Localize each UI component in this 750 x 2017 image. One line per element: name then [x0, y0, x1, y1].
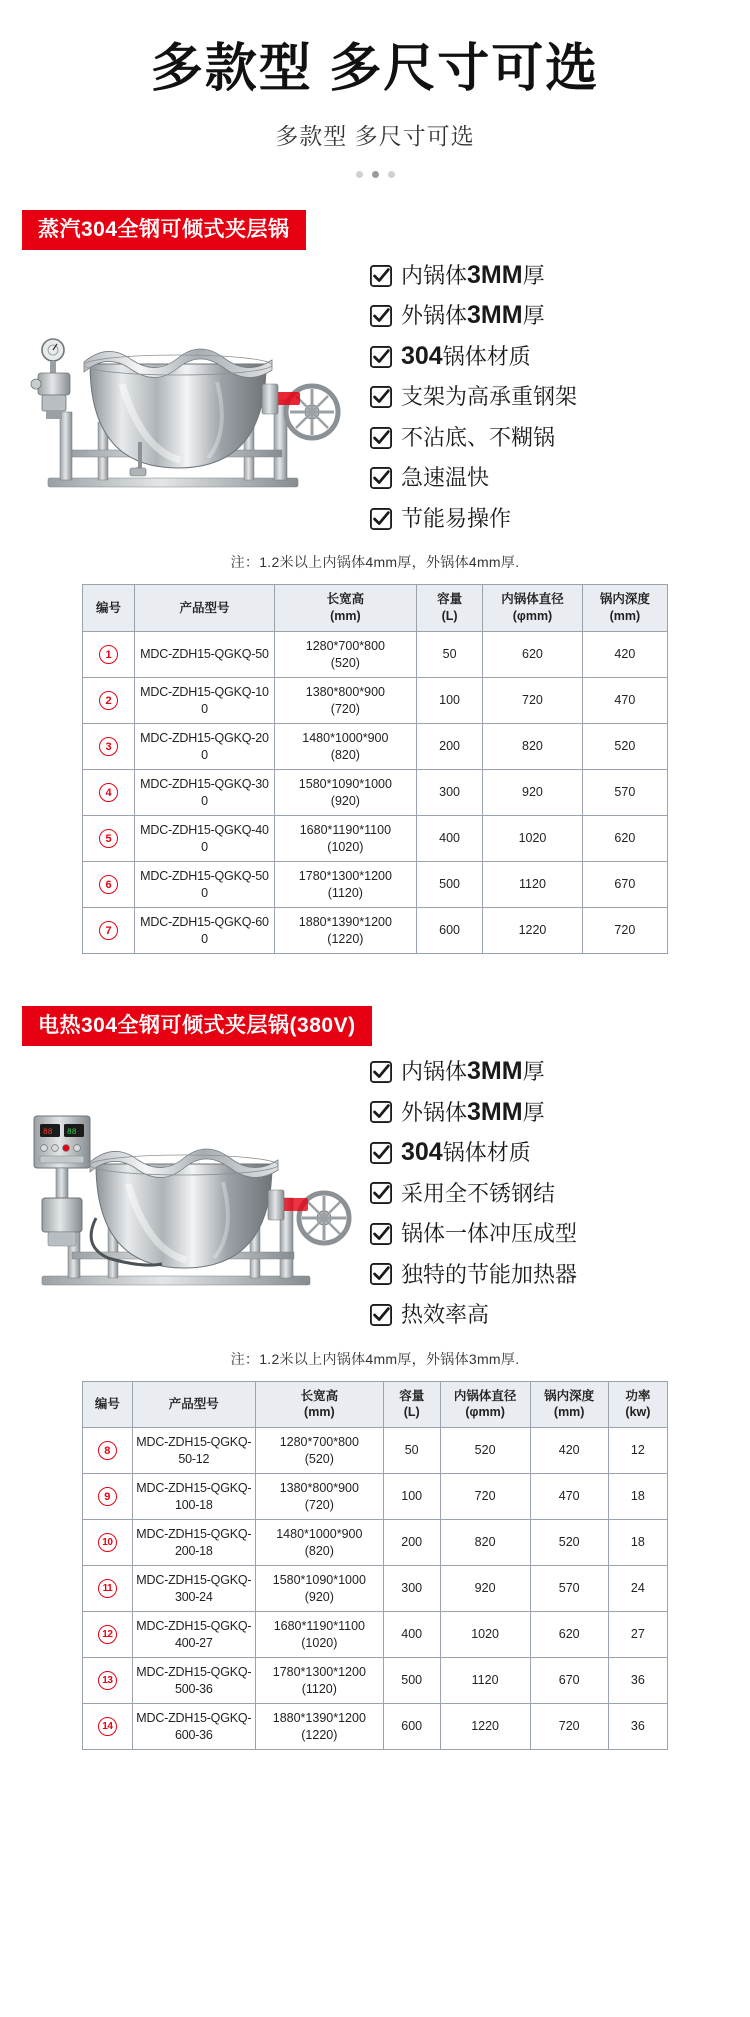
- cell-model: MDC-ZDH15-QGKQ-500-36: [132, 1658, 255, 1704]
- check-icon: [370, 467, 392, 489]
- check-icon: [370, 1142, 392, 1164]
- cell-dim-line1: 1780*1300*1200: [272, 1664, 366, 1679]
- spec-table-steam: [82, 584, 668, 954]
- col-model: 产品型号: [135, 585, 275, 632]
- col-inner-diameter-l2: (φmm): [465, 1405, 505, 1420]
- cell-depth: 720: [530, 1704, 608, 1750]
- check-icon: [370, 427, 392, 449]
- feature-post: 厚: [522, 1099, 545, 1125]
- check-icon: [370, 305, 392, 327]
- feature-strong: 3MM: [467, 260, 523, 289]
- col-dimensions: [255, 1381, 383, 1428]
- cell-dim-line2: (1120): [327, 885, 363, 900]
- cell-capacity: 50: [383, 1428, 440, 1474]
- row-number: [83, 770, 135, 816]
- cell-diameter: 1020: [483, 816, 582, 862]
- cell-dimensions: [274, 908, 416, 954]
- table-row: [83, 632, 668, 678]
- cell-power: 12: [608, 1428, 667, 1474]
- table-row: [83, 678, 668, 724]
- col-dimensions-l2: (mm): [304, 1405, 335, 1420]
- feature-pre: 外锅体: [401, 1099, 468, 1125]
- cell-diameter: 1220: [440, 1704, 530, 1750]
- cell-dim-line2: (1120): [301, 1681, 337, 1696]
- cell-depth: 670: [582, 862, 667, 908]
- cell-depth: 520: [582, 724, 667, 770]
- feature-pre: 节能易操作: [401, 505, 512, 531]
- table-row: [83, 770, 668, 816]
- table-header-row: [83, 1381, 668, 1428]
- cell-model: MDC-ZDH15-QGKQ-300-24: [132, 1566, 255, 1612]
- cell-dimensions: [255, 1566, 383, 1612]
- cell-model: MDC-ZDH15-QGKQ-400-27: [132, 1612, 255, 1658]
- feature-pre: 不沾底、不糊锅: [401, 424, 556, 450]
- cell-capacity: 100: [383, 1474, 440, 1520]
- cell-diameter: 620: [483, 632, 582, 678]
- feature-list-electric: [364, 1058, 732, 1329]
- table-row: [83, 1474, 668, 1520]
- cell-depth: 620: [582, 816, 667, 862]
- cell-power: 18: [608, 1474, 667, 1520]
- cell-diameter: 820: [440, 1520, 530, 1566]
- cell-dim-line1: 1380*800*900: [279, 1480, 359, 1495]
- check-icon: [370, 1304, 392, 1326]
- cell-diameter: 920: [483, 770, 582, 816]
- feature-pre: 急速温快: [401, 465, 490, 491]
- table-row: [83, 908, 668, 954]
- check-icon: [370, 508, 392, 530]
- section-electric-kettle: [0, 984, 750, 1750]
- feature-post: 锅体材质: [442, 1140, 531, 1166]
- row-number-badge: 5: [99, 829, 118, 848]
- cell-dim-line1: 1280*700*800: [305, 638, 385, 653]
- feature-pre: 热效率高: [401, 1302, 490, 1328]
- cell-depth: 720: [582, 908, 667, 954]
- row-number-badge: 8: [98, 1441, 117, 1460]
- feature-item: [370, 1099, 732, 1127]
- feature-pre: 外锅体: [401, 303, 468, 329]
- cell-dim-line1: 1680*1190*1100: [299, 822, 392, 837]
- spec-table-wrap-steam: [0, 584, 750, 954]
- section-spacer: [0, 954, 750, 984]
- cell-dim-line1: 1680*1190*1100: [273, 1618, 365, 1633]
- check-icon: [370, 265, 392, 287]
- row-number-badge: 4: [99, 783, 118, 802]
- cell-dimensions: [255, 1428, 383, 1474]
- cell-model: MDC-ZDH15-QGKQ-600: [135, 908, 275, 954]
- col-depth: [582, 585, 667, 632]
- col-depth-l2: (mm): [553, 1405, 585, 1420]
- feature-item: [370, 343, 732, 371]
- cell-dimensions: [274, 724, 416, 770]
- row-number-badge: 1: [99, 645, 118, 664]
- col-dimensions-l1: 长宽高: [326, 592, 365, 607]
- row-number-badge: 12: [98, 1625, 117, 1644]
- col-model: 产品型号: [132, 1381, 255, 1428]
- feature-item: [370, 424, 732, 452]
- cell-dim-line1: 1880*1390*1200: [272, 1710, 366, 1725]
- cell-dim-line1: 1580*1090*1000: [272, 1572, 366, 1587]
- cell-dim-line1: 1780*1300*1200: [298, 868, 392, 883]
- cell-diameter: 520: [440, 1428, 530, 1474]
- row-number: [83, 816, 135, 862]
- note-electric: 注：1.2米以上内锅体4mm厚，外锅体3mm厚.: [230, 1350, 520, 1367]
- col-capacity: [416, 585, 482, 632]
- cell-capacity: 500: [416, 862, 482, 908]
- cell-dimensions: [255, 1658, 383, 1704]
- cell-depth: 570: [530, 1566, 608, 1612]
- col-capacity: [383, 1381, 440, 1428]
- cell-dimensions: [255, 1704, 383, 1750]
- feature-list-steam: [364, 262, 732, 533]
- svg-text:88: 88: [43, 1128, 53, 1138]
- row-number: [83, 1520, 133, 1566]
- col-no: 编号: [83, 585, 135, 632]
- row-number: [83, 724, 135, 770]
- cell-dim-line2: (1020): [301, 1635, 338, 1650]
- feature-post: 厚: [522, 1059, 545, 1085]
- row-number-badge: 3: [99, 737, 118, 756]
- content-row-steam: [0, 250, 750, 533]
- cell-depth: 470: [530, 1474, 608, 1520]
- row-number-badge: 10: [98, 1533, 117, 1552]
- col-depth-l2: (mm): [609, 609, 641, 624]
- cell-dimensions: [255, 1520, 383, 1566]
- badge-wrap-electric: [0, 1006, 750, 1046]
- col-capacity-l1: 容量: [437, 592, 463, 607]
- row-number-badge: 2: [99, 691, 118, 710]
- page-subtitle: 多款型 多尺寸可选: [275, 122, 475, 149]
- cell-depth: 570: [582, 770, 667, 816]
- carousel-dots[interactable]: [0, 171, 750, 178]
- col-depth-l1: 锅内深度: [544, 1388, 595, 1403]
- col-power-l1: 功率: [625, 1388, 651, 1403]
- hero-section: [0, 0, 750, 188]
- feature-pre: 内锅体: [401, 262, 468, 288]
- table-row: [83, 816, 668, 862]
- table-row: [83, 1704, 668, 1750]
- table-row: [83, 724, 668, 770]
- table-row: [83, 1658, 668, 1704]
- cell-dim-line1: 1480*1000*900: [302, 730, 389, 745]
- table-row: [83, 1520, 668, 1566]
- feature-item: [370, 262, 732, 290]
- feature-strong: 304: [401, 1138, 443, 1167]
- row-number: [83, 1704, 133, 1750]
- cell-dimensions: [255, 1612, 383, 1658]
- col-inner-diameter: [483, 585, 582, 632]
- feature-item: [370, 1139, 732, 1167]
- row-number: [83, 1428, 133, 1474]
- cell-capacity: 600: [383, 1704, 440, 1750]
- row-number-badge: 7: [99, 921, 118, 940]
- col-dimensions-l1: 长宽高: [300, 1388, 339, 1403]
- row-number-badge: 14: [98, 1717, 117, 1736]
- cell-dim-line2: (820): [330, 747, 360, 762]
- col-capacity-l2: (L): [403, 1405, 420, 1420]
- table-row: [83, 1428, 668, 1474]
- cell-dim-line1: 1880*1390*1200: [298, 914, 392, 929]
- cell-capacity: 300: [383, 1566, 440, 1612]
- feature-item: [370, 1220, 732, 1248]
- check-icon: [370, 1223, 392, 1245]
- row-number-badge: 13: [98, 1671, 117, 1690]
- feature-post: 厚: [522, 303, 545, 329]
- cell-diameter: 720: [483, 678, 582, 724]
- cell-power: 36: [608, 1658, 667, 1704]
- cell-depth: 670: [530, 1658, 608, 1704]
- cell-dimensions: [255, 1474, 383, 1520]
- cell-dim-line1: 1380*800*900: [305, 684, 385, 699]
- row-number: [83, 862, 135, 908]
- table-row: [83, 1612, 668, 1658]
- cell-diameter: 820: [483, 724, 582, 770]
- cell-capacity: 300: [416, 770, 482, 816]
- feature-strong: 3MM: [467, 1057, 523, 1086]
- cell-diameter: 720: [440, 1474, 530, 1520]
- feature-pre: 支架为高承重钢架: [401, 384, 578, 410]
- cell-dim-line2: (1220): [301, 1727, 338, 1742]
- cell-dim-line2: (920): [304, 1589, 334, 1604]
- cell-power: 27: [608, 1612, 667, 1658]
- cell-power: 36: [608, 1704, 667, 1750]
- cell-dim-line1: 1280*700*800: [279, 1434, 359, 1449]
- cell-model: MDC-ZDH15-QGKQ-400: [135, 816, 275, 862]
- cell-dimensions: [274, 632, 416, 678]
- spec-table-wrap-electric: [0, 1381, 750, 1751]
- cell-dim-line2: (720): [304, 1497, 334, 1512]
- cell-diameter: 1220: [483, 908, 582, 954]
- cell-dim-line2: (520): [330, 655, 360, 670]
- feature-item: [370, 464, 732, 492]
- cell-depth: 620: [530, 1612, 608, 1658]
- cell-model: MDC-ZDH15-QGKQ-300: [135, 770, 275, 816]
- cell-capacity: 600: [416, 908, 482, 954]
- cell-capacity: 400: [416, 816, 482, 862]
- cell-diameter: 920: [440, 1566, 530, 1612]
- row-number: [83, 1658, 133, 1704]
- feature-item: [370, 1301, 732, 1329]
- row-number-badge: 11: [98, 1579, 117, 1598]
- col-capacity-l2: (L): [441, 609, 458, 624]
- section-badge-steam: 蒸汽304全钢可倾式夹层锅: [22, 210, 306, 250]
- col-inner-diameter-l1: 内锅体直径: [453, 1388, 517, 1403]
- page-title: 多款型 多尺寸可选: [150, 40, 600, 98]
- content-row-electric: [0, 1046, 750, 1329]
- cell-dimensions: [274, 862, 416, 908]
- feature-item: [370, 1058, 732, 1086]
- note-steam: 注：1.2米以上内锅体4mm厚，外锅体4mm厚.: [230, 554, 520, 571]
- cell-model: MDC-ZDH15-QGKQ-500: [135, 862, 275, 908]
- cell-power: 24: [608, 1566, 667, 1612]
- check-icon: [370, 346, 392, 368]
- svg-text:88: 88: [67, 1128, 77, 1138]
- cell-model: MDC-ZDH15-QGKQ-100-18: [132, 1474, 255, 1520]
- cell-dimensions: [274, 770, 416, 816]
- col-depth-l1: 锅内深度: [599, 592, 650, 607]
- check-icon: [370, 1101, 392, 1123]
- cell-model: MDC-ZDH15-QGKQ-200-18: [132, 1520, 255, 1566]
- feature-pre: 内锅体: [401, 1059, 468, 1085]
- cell-dim-line2: (1220): [327, 931, 364, 946]
- col-dimensions: [274, 585, 416, 632]
- feature-strong: 3MM: [467, 301, 523, 330]
- cell-diameter: 1020: [440, 1612, 530, 1658]
- cell-model: MDC-ZDH15-QGKQ-100: [135, 678, 275, 724]
- feature-pre: 独特的节能加热器: [401, 1261, 578, 1287]
- cell-capacity: 400: [383, 1612, 440, 1658]
- cell-dim-line2: (1020): [327, 839, 364, 854]
- cell-capacity: 500: [383, 1658, 440, 1704]
- feature-item: [370, 302, 732, 330]
- cell-dim-line1: 1580*1090*1000: [298, 776, 392, 791]
- row-number: [83, 1474, 133, 1520]
- feature-strong: 304: [401, 341, 443, 370]
- col-dimensions-l2: (mm): [330, 609, 361, 624]
- row-number: [83, 1566, 133, 1612]
- cell-depth: 420: [530, 1428, 608, 1474]
- feature-post: 锅体材质: [442, 343, 531, 369]
- row-number: [83, 1612, 133, 1658]
- cell-dim-line1: 1480*1000*900: [276, 1526, 363, 1541]
- row-number: [83, 632, 135, 678]
- badge-wrap-steam: [0, 210, 750, 250]
- cell-capacity: 200: [416, 724, 482, 770]
- carousel-dot-3[interactable]: [388, 171, 395, 178]
- col-power-l2: (kw): [625, 1405, 651, 1420]
- cell-depth: 470: [582, 678, 667, 724]
- cell-dim-line2: (720): [330, 701, 360, 716]
- feature-item: [370, 505, 732, 533]
- cell-power: 18: [608, 1520, 667, 1566]
- cell-capacity: 100: [416, 678, 482, 724]
- cell-dimensions: [274, 678, 416, 724]
- cell-model: MDC-ZDH15-QGKQ-200: [135, 724, 275, 770]
- row-number-badge: 6: [99, 875, 118, 894]
- table-row: [83, 862, 668, 908]
- feature-item: [370, 1180, 732, 1208]
- table-header-row: [83, 585, 668, 632]
- carousel-dot-1[interactable]: [356, 171, 363, 178]
- cell-model: MDC-ZDH15-QGKQ-600-36: [132, 1704, 255, 1750]
- feature-pre: 采用全不锈钢结: [401, 1180, 556, 1206]
- feature-item: [370, 383, 732, 411]
- cell-diameter: 1120: [483, 862, 582, 908]
- cell-dim-line2: (820): [304, 1543, 334, 1558]
- cell-model: MDC-ZDH15-QGKQ-50: [135, 632, 275, 678]
- check-icon: [370, 1182, 392, 1204]
- section-badge-electric: 电热304全钢可倾式夹层锅(380V): [22, 1006, 372, 1046]
- steam-kettle-illustration: [12, 272, 364, 522]
- col-no: 编号: [83, 1381, 133, 1428]
- col-inner-diameter: [440, 1381, 530, 1428]
- cell-depth: 420: [582, 632, 667, 678]
- cell-dimensions: [274, 816, 416, 862]
- spec-table-electric: [82, 1381, 668, 1751]
- col-depth: [530, 1381, 608, 1428]
- cell-capacity: 200: [383, 1520, 440, 1566]
- electric-kettle-illustration: [12, 1068, 364, 1318]
- col-inner-diameter-l1: 内锅体直径: [501, 592, 564, 607]
- check-icon: [370, 386, 392, 408]
- col-capacity-l1: 容量: [399, 1388, 425, 1403]
- feature-strong: 3MM: [467, 1097, 523, 1126]
- carousel-dot-2[interactable]: [372, 171, 379, 178]
- cell-diameter: 1120: [440, 1658, 530, 1704]
- feature-post: 厚: [522, 262, 545, 288]
- row-number: [83, 908, 135, 954]
- feature-item: [370, 1261, 732, 1289]
- section-steam-kettle: [0, 188, 750, 954]
- row-number: [83, 678, 135, 724]
- feature-pre: 锅体一体冲压成型: [401, 1221, 578, 1247]
- col-power: [608, 1381, 667, 1428]
- cell-dim-line2: (920): [330, 793, 360, 808]
- row-number-badge: 9: [98, 1487, 117, 1506]
- cell-depth: 520: [530, 1520, 608, 1566]
- cell-model: MDC-ZDH15-QGKQ-50-12: [132, 1428, 255, 1474]
- check-icon: [370, 1061, 392, 1083]
- cell-capacity: 50: [416, 632, 482, 678]
- check-icon: [370, 1263, 392, 1285]
- table-row: [83, 1566, 668, 1612]
- cell-dim-line2: (520): [304, 1451, 334, 1466]
- col-inner-diameter-l2: (φmm): [512, 609, 553, 624]
